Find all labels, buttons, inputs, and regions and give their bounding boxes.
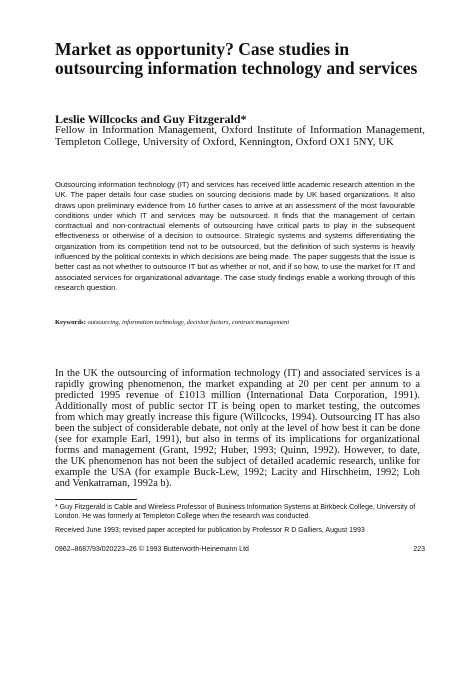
page-number: 223: [413, 546, 425, 553]
article-authors: Leslie Willcocks and Guy Fitzgerald*: [55, 112, 247, 126]
author-affiliation: Fellow in Information Management, Oxford Institute of Information Management, Templeton College, University of Oxford, Kennington, Oxford OX1 5NY, UK: [55, 124, 425, 148]
keywords-values: outsourcing, information technology, decision factors, contract management: [87, 319, 290, 326]
keywords-label: Keywords:: [55, 319, 86, 326]
keywords-line: [55, 318, 425, 327]
footnote-divider: [55, 499, 137, 500]
abstract: Outsourcing information technology (IT) and services has received little academic research attention in the UK. The paper details four case studies on sourcing decisions made by UK based organizations. It also draws upon preliminary evidence from 16 further cases to arrive at an assessment of the most favourable conditions under which IT and services may be outsourced. It finds that the management of certain contractual and non-contractual elements of outsourcing have critical parts to play in the subsequent effectiveness or otherwise of a decision to outsource. Strategic systems and systems differentiating the organization from its competition tend not to be outsourced, but the definition of such systems is heavily influenced by the political contexts in which decisions are being made. The paper suggests that the issue is better cast as not whether to outsource IT but as whether or not, and if so how, to use the market for IT and associated services for organizational advantage. The case study findings enable a working through of this research question.: [55, 180, 415, 292]
copyright-line: 0962–8687/93/020223–26 © 1993 Butterworth-Heinemann Ltd: [55, 546, 249, 553]
article-title: Market as opportunity? Case studies in outsourcing information technology and services: [55, 39, 418, 78]
received-note: Received June 1993; revised paper accepted for publication by Professor R D Galliers, August 1993: [55, 527, 365, 534]
author-footnote: * Guy Fitzgerald is Cable and Wireless Professor of Business Information Systems at Birkbeck College, University of London. He was formerly at Templeton College when the research was conducted.: [55, 504, 416, 521]
body-paragraph: In the UK the outsourcing of information technology (IT) and associated services is a rapidly growing phenomenon, the market expanding at 20 per cent per annum to a predicted 1995 revenue of £1013 million (International Data Corporation, 1991). Additionally most of public sector IT is being open to market testing, the outcomes from which may greatly increase this figure (Willcocks, 1994). Outsourcing IT has also been the subject of considerable debate, not only at the level of how best it can be done (see for example Earl, 1991), but also in terms of its implications for organizational forms and management (Grant, 1992; Huber, 1993; Quinn, 1992). However, to date, the UK phenomenon has not been the subject of detailed academic research, unlike for example the USA (for example Buck-Lew, 1992; Lacity and Hirschheim, 1992; Loh and Venkatraman, 1992a b).: [55, 368, 420, 490]
